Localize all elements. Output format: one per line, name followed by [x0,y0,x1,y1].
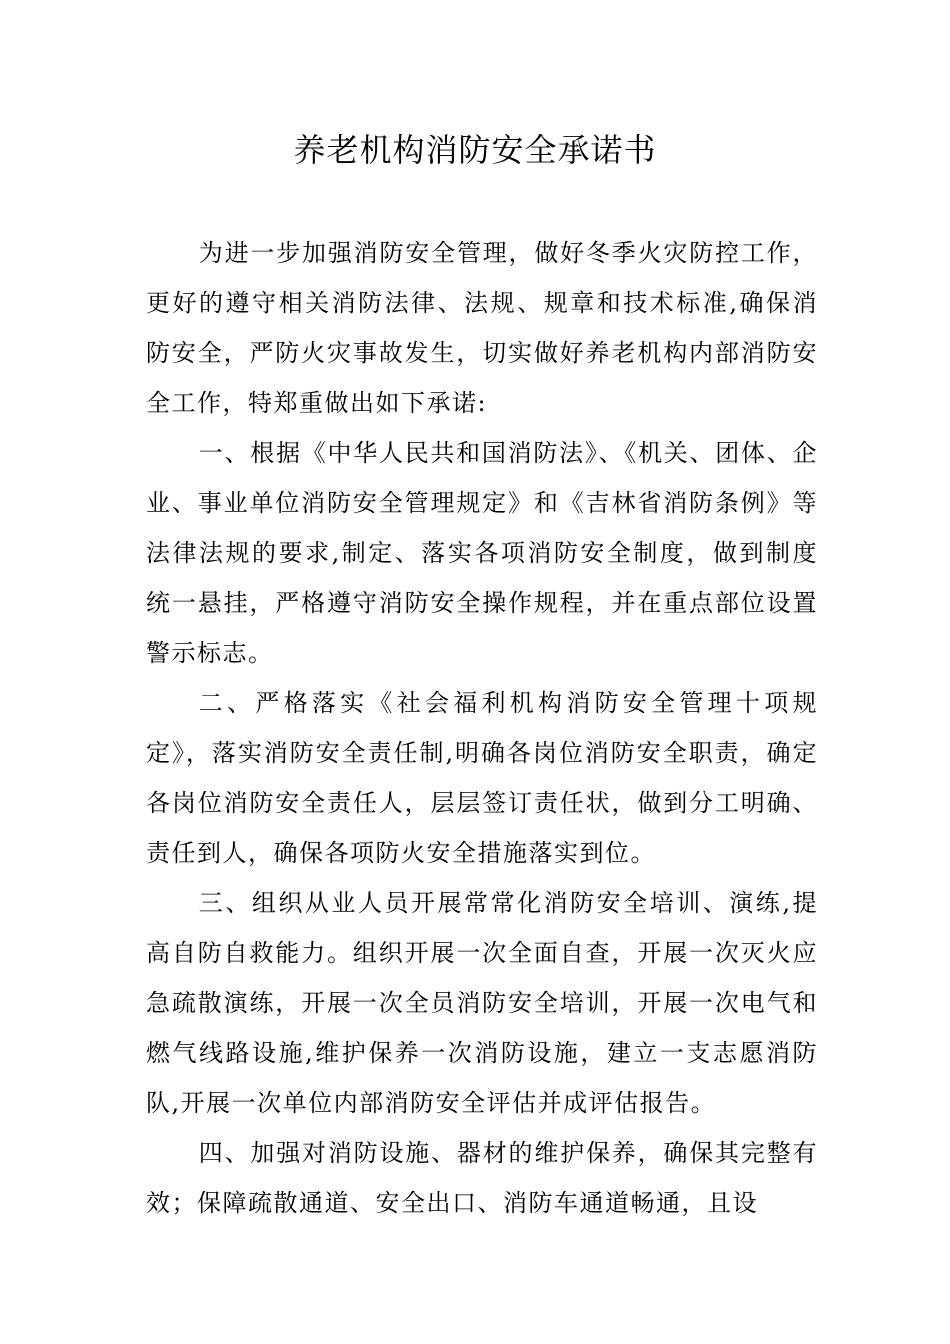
paragraph-item-2: 二、严格落实《社会福利机构消防安全管理十项规定》，落实消防安全责任制,明确各岗位消防安全职责，确定各岗位消防安全责任人，层层签订责任状，做到分工明确、责任到人，确保各项防火安全措施落实到位。 [146,689,818,867]
paragraph-intro: 为进一步加强消防安全管理，做好冬季火灾防控工作，更好的遵守相关消防法律、法规、规章和技术标准,确保消防安全，严防火灾事故发生，切实做好养老机构内部消防安全工作，特郑重做出如下承诺: [146,239,818,417]
paragraph-item-4: 四、加强对消防设施、器材的维护保养，确保其完整有效；保障疏散通道、安全出口、消防车通道畅通，且设 [146,1139,818,1217]
paragraph-item-1: 一、根据《中华人民共和国消防法》、《机关、团体、企业、事业单位消防安全管理规定》和《吉林省消防条例》等法律法规的要求,制定、落实各项消防安全制度，做到制度统一悬挂，严格遵守消防安全操作规程，并在重点部位设置警示标志。 [146,439,818,667]
paragraph-item-3: 三、组织从业人员开展常常化消防安全培训、演练,提高自防自救能力。组织开展一次全面自查，开展一次灭火应急疏散演练，开展一次全员消防安全培训，开展一次电气和燃气线路设施,维护保养一次消防设施，建立一支志愿消防队,开展一次单位内部消防安全评估并成评估报告。 [146,889,818,1117]
document-body [146,228,818,1228]
document-title: 养老机构消防安全承诺书 [293,131,657,169]
